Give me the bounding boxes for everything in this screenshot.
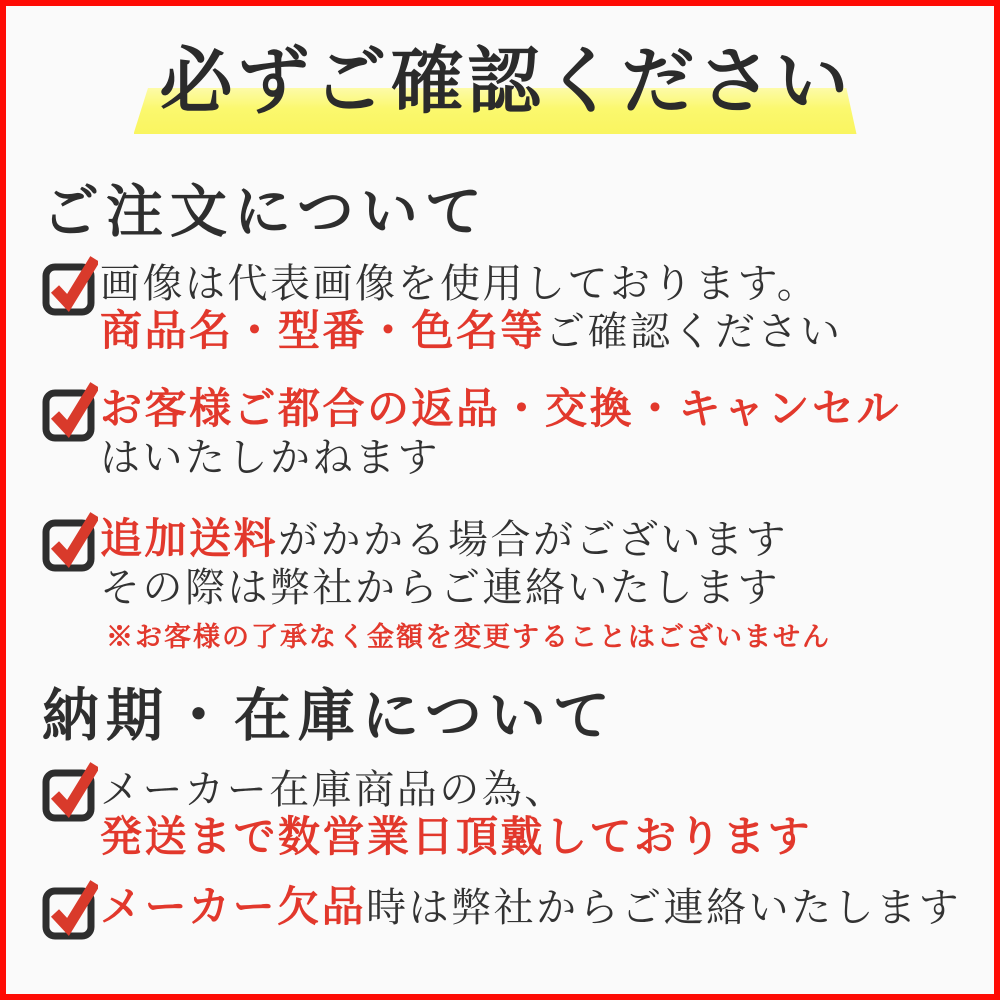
notice-item: [42, 884, 970, 940]
checkbox-checked-icon: [42, 378, 98, 442]
checkbox-checked-icon: [42, 876, 98, 940]
notice-item-text: [100, 386, 901, 482]
notice-item-text: [100, 260, 843, 356]
notice-item: [42, 516, 970, 654]
text-segment: はいたしかねます: [100, 435, 440, 480]
text-segment: がかかる場合がございます: [278, 517, 789, 562]
fine-print-note: ※お客様の了承なく金額を変更することはございません: [106, 622, 831, 652]
checkbox-checked-icon: [42, 758, 98, 822]
text-segment-emphasis: 追加送料: [100, 517, 279, 563]
text-segment: メーカー在庫商品の為、: [100, 767, 567, 812]
notice-item: [42, 386, 970, 482]
checkbox-checked-icon: [42, 508, 98, 572]
text-segment: 画像は代表画像を使用しております。: [100, 261, 820, 306]
text-segment: 時は弊社からご連絡いたします: [366, 885, 962, 930]
text-segment-emphasis: メーカー欠品: [100, 885, 367, 931]
page-title: 必ずご確認ください: [159, 41, 853, 122]
checkbox-checked-icon: [42, 252, 98, 316]
notice-item-text: [100, 884, 961, 932]
notice-item: [42, 766, 970, 862]
page-title-block: [160, 28, 853, 136]
notice-item: [42, 260, 970, 356]
section-heading-orders: ご注文について: [42, 181, 489, 244]
section-heading-stock: 納期・在庫について: [42, 685, 617, 748]
text-segment: ご確認ください: [545, 309, 843, 354]
notice-item-text: [100, 766, 812, 862]
text-segment-emphasis: お客様ご都合の返品・交換・キャンセル: [100, 387, 902, 433]
notice-item-text: [100, 516, 831, 654]
text-segment-emphasis: 商品名・型番・色名等: [100, 309, 546, 355]
text-segment: その際は弊社からご連絡いたします: [100, 565, 780, 610]
text-segment-emphasis: 発送まで数営業日頂戴しております: [100, 815, 813, 861]
